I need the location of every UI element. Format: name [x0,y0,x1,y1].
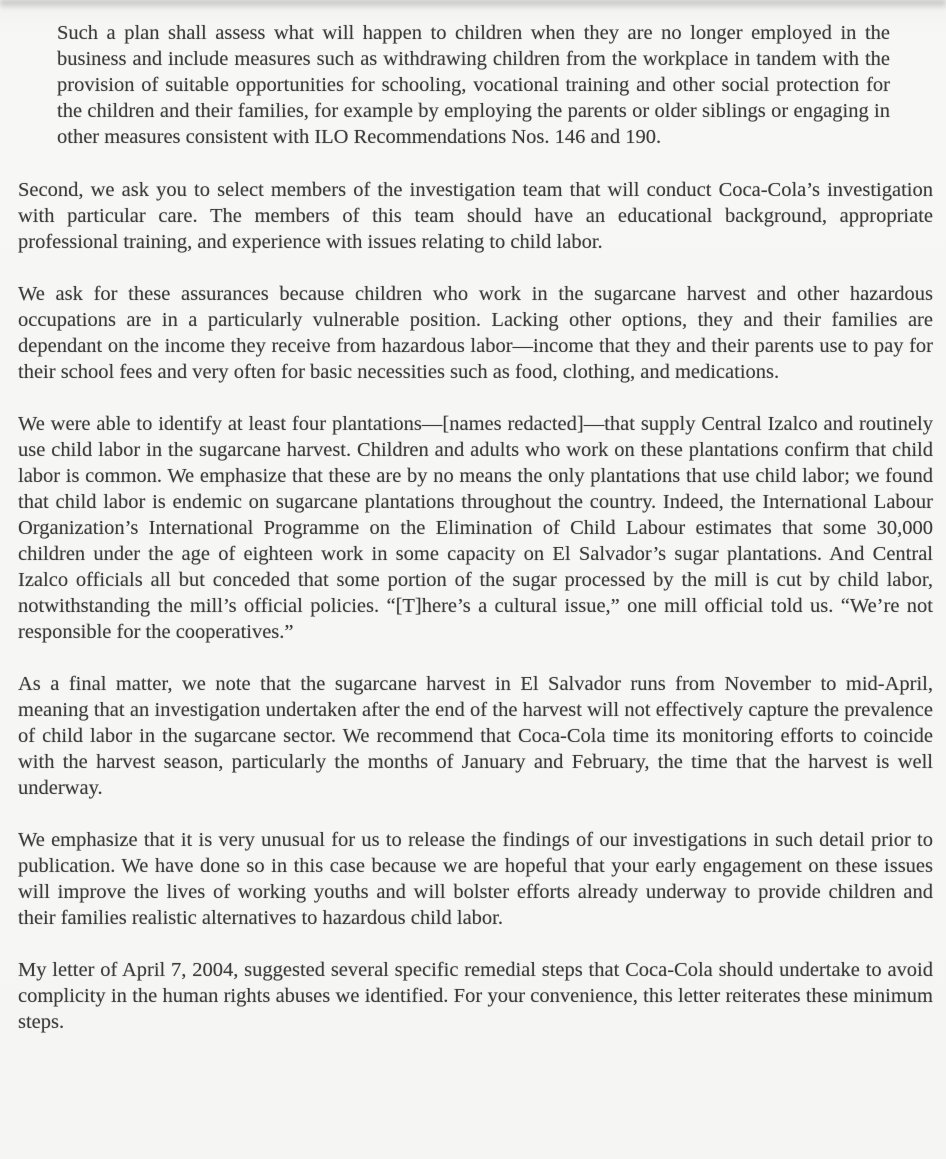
paragraph-april-letter-steps: My letter of April 7, 2004, suggested several specific remedial steps that Coca-Cola should undertake to avoid complicity in the human rights abuses we identified. For your convenience, this letter reiterates these minimum steps. [18,959,933,1033]
block-quote-remediation-plan: Such a plan shall assess what will happen to children when they are no longer employed in the business and include measures such as withdrawing children from the workplace in tandem with the provision of suitable opportunities for schooling, vocational training and other social protection for the children and their families, for example by employing the parents or older siblings or engaging in other measures consistent with ILO Recommendations Nos. 146 and 190. [57,22,890,148]
paragraph-harvest-timing: As a final matter, we note that the sugarcane harvest in El Salvador runs from November to mid-April, meaning that an investigation undertaken after the end of the harvest will not effectively capture the prevalence of child labor in the sugarcane sector. We recommend that Coca-Cola time its monitoring efforts to coincide with the harvest season, particularly the months of January and February, the time that the harvest is well underway. [18,673,933,799]
scan-artifact-top [0,0,946,10]
paragraph-investigation-team: Second, we ask you to select members of the investigation team that will conduct Coca-Cola’s investigation with particular care. The members of this team should have an educational background, appropriate professional training, and experience with issues relating to child labor. [18,179,933,253]
paragraph-assurances-vulnerable-children: We ask for these assurances because children who work in the sugarcane harvest and other hazardous occupations are in a particularly vulnerable position. Lacking other options, they and their families are dependant on the income they receive from hazardous labor—income that they and their parents use to pay for their school fees and very often for basic necessities such as food, clothing, and medications. [18,283,933,383]
paragraph-release-of-findings: We emphasize that it is very unusual for us to release the findings of our investigations in such detail prior to publication. We have done so in this case because we are hopeful that your early engagement on these issues will improve the lives of working youths and will bolster efforts already underway to provide children and their families realistic alternatives to hazardous child labor. [18,829,933,929]
paragraph-plantations-child-labor: We were able to identify at least four plantations—[names redacted]—that supply Central Izalco and routinely use child labor in the sugarcane harvest. Children and adults who work on these plantations confirm that child labor is common. We emphasize that these are by no means the only plantations that use child labor; we found that child labor is endemic on sugarcane plantations throughout the country. Indeed, the International Labour Organization’s International Programme on the Elimination of Child Labour estimates that some 30,000 children under the age of eighteen work in some capacity on El Salvador’s sugar plantations. And Central Izalco officials all but conceded that some portion of the sugar processed by the mill is cut by child labor, notwithstanding the mill’s official policies. “[T]here’s a cultural issue,” one mill official told us. “We’re not responsible for the cooperatives.” [18,413,933,643]
